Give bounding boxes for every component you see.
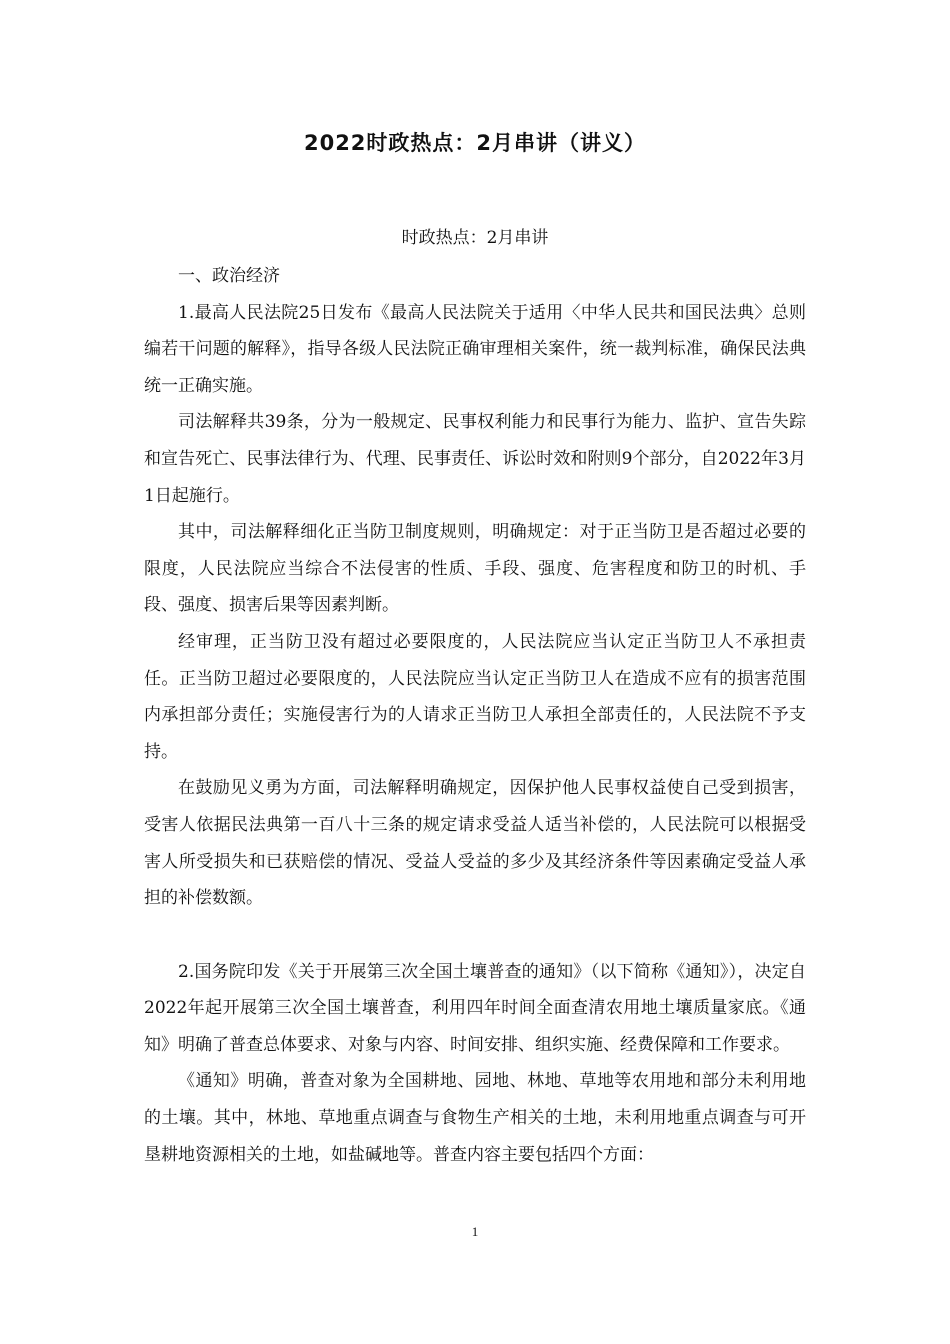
paragraph-2: 司法解释共39条，分为一般规定、民事权利能力和民事行为能力、监护、宣告失踪和宣告死亡、民事法律行为、代理、民事责任、诉讼时效和附则9个部分，自2022年3月1日起施行。 [144, 412, 806, 506]
paragraph-3: 其中，司法解释细化正当防卫制度规则，明确规定：对于正当防卫是否超过必要的限度，人民法院应当综合不法侵害的性质、手段、强度、危害程度和防卫的时机、手段、强度、损害后果等因素判断。 [144, 522, 806, 616]
paragraph-6: 2.国务院印发《关于开展第三次全国土壤普查的通知》（以下简称《通知》），决定自2022年起开展第三次全国土壤普查，利用四年时间全面查清农用地土壤质量家底。《通知》明确了普查总体要求、对象与内容、时间安排、组织实施、经费保障和工作要求。 [144, 961, 806, 1055]
document-subtitle: 时政热点：2月串讲 [401, 228, 549, 248]
document-body [144, 258, 806, 1173]
page-number: 1 [471, 1224, 479, 1239]
paragraph-1: 1.最高人民法院25日发布《最高人民法院关于适用〈中华人民共和国民法典〉总则编若干问题的解释》，指导各级人民法院正确审理相关案件，统一裁判标准，确保民法典统一正确实施。 [144, 302, 806, 396]
paragraph-4: 经审理，正当防卫没有超过必要限度的，人民法院应当认定正当防卫人不承担责任。正当防卫超过必要限度的，人民法院应当认定正当防卫人在造成不应有的损害范围内承担部分责任；实施侵害行为的人请求正当防卫人承担全部责任的，人民法院不予支持。 [144, 631, 806, 762]
paragraph-gap [144, 917, 806, 954]
document-title: 2022时政热点：2月串讲（讲义） [303, 131, 647, 155]
paragraph-5: 在鼓励见义勇为方面，司法解释明确规定，因保护他人民事权益使自己受到损害，受害人依据民法典第一百八十三条的规定请求受益人适当补偿的，人民法院可以根据受害人所受损失和已获赔偿的情况、受益人受益的多少及其经济条件等因素确定受益人承担的补偿数额。 [144, 778, 806, 909]
section-heading: 一、政治经济 [178, 266, 280, 286]
paragraph-7: 《通知》明确，普查对象为全国耕地、园地、林地、草地等农用地和部分未利用地的土壤。其中，林地、草地重点调查与食物生产相关的土地，未利用地重点调查与可开垦耕地资源相关的土地，如盐碱地等。普查内容主要包括四个方面： [144, 1071, 806, 1165]
